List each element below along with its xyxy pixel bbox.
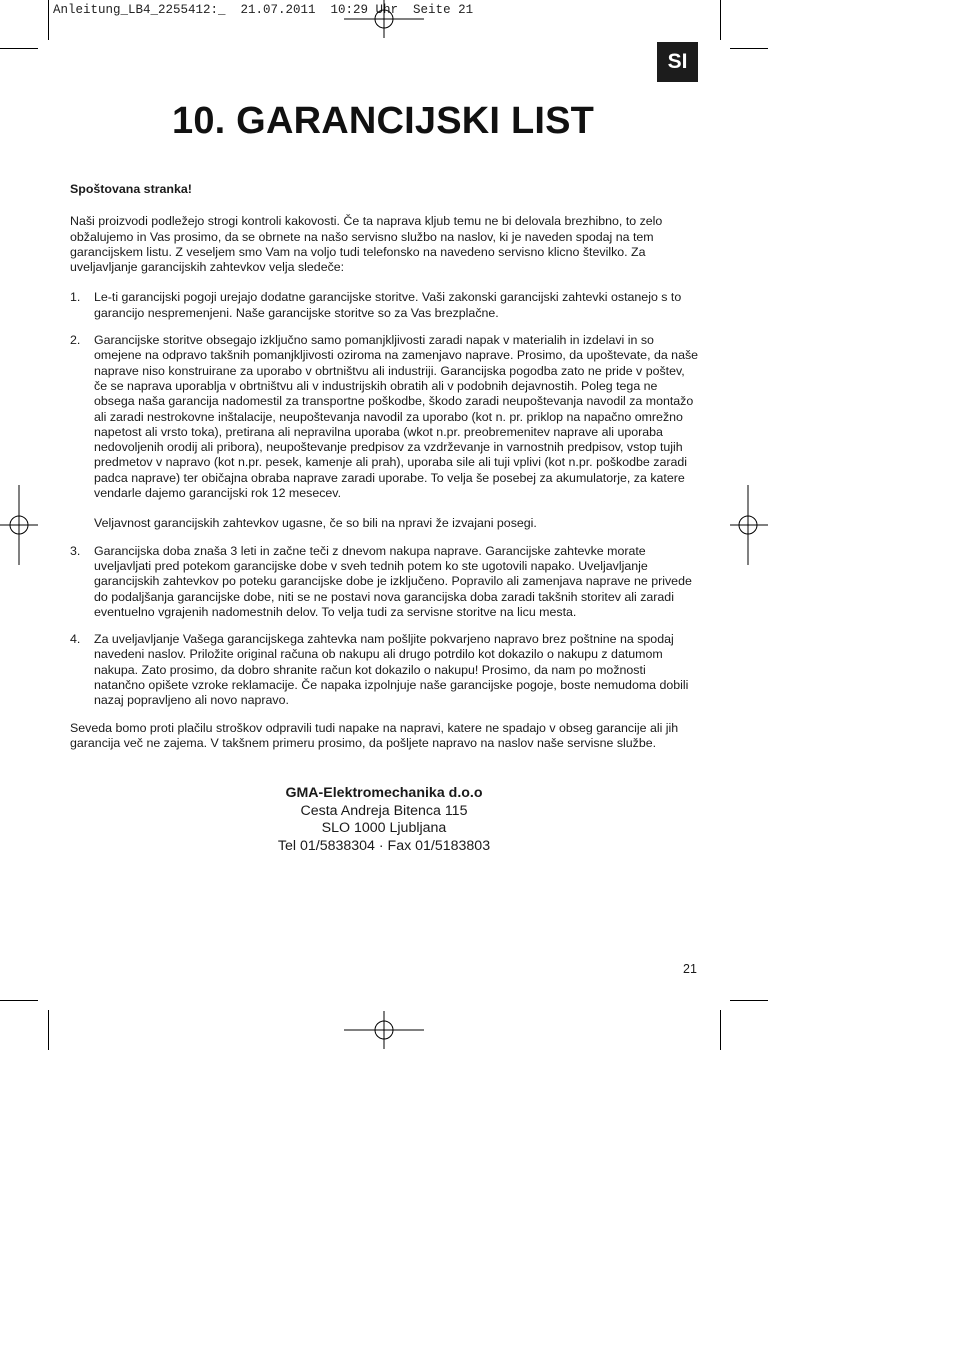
warranty-clauses: [70, 290, 700, 708]
page-title: 10. GARANCIJSKI LIST: [172, 100, 595, 142]
closing-paragraph: Seveda bomo proti plačilu stroškov odpravili tudi napake na napravi, katere ne spadajo v obseg garancije ali jih garancija več ne zajema. V takšnem primeru prosimo, da pošljete napravo na naslov naše servisne službe.: [70, 720, 679, 750]
clause-text: Za uveljavljanje Vašega garancijskega zahtevka nam pošljite pokvarjeno napravo brez poštnine na spodaj navedeni naslov. Priložite original računa ob nakupu ali drugo potrdilo kot dokazilo o nakupu z datumom nakupa. Zato prosimo, da dobro shranite račun kot dokazilo o nakupu! Prosimo, da nam po možnosti natančno opišete vzroke reklamacije. Če napaka izpolnjuje naše garancijske pogoje, boste nemudoma dobili nazaj popravljeno ali novo napravo.: [94, 632, 689, 708]
warranty-body: [70, 182, 700, 751]
salutation: Spoštovana stranka!: [70, 182, 192, 196]
page-number: 21: [683, 962, 697, 976]
street-address: Cesta Andreja Bitenca 115: [300, 802, 468, 819]
clause-number: 2.: [70, 333, 81, 348]
clause-text: Garancijske storitve obsegajo izključno samo pomanjkljivosti zaradi napak v materialih in izdelavi in so omejene na odpravo takšnih pomanjkljivosti oziroma na zamenjavo naprave. Prosimo, da upoštevate, da naše naprave niso konstruirane za uporabo v obrtništvu ali industriji. Garancijska pogodba zato ne pride v poštev, če se naprava uporablja v obrtništvu ali v industrijskih obratih ali v podobnih dejavnostih. Poleg tega ne obsega naša garancija nadomestil za transportne poškodbe, škodo zaradi neupoštevanja navodil za montažo ali zaradi nestrokovne inštalacije, neupoštevanja navodil za uporabo (kot n. pr. priklop na napačno omrežno napetost ali vrsto toka), pretirana ali nepravilna uporaba (wkot n.pr. preobremenitev naprave ali uporaba nedovoljenih orodij ali pribora), neupoštevanje predpisov za vzdrževanje in varnostnih predpisov, vstop tujih predmetov v napravo (kot n.pr. pesek, kamenje ali prah), uporaba sile ali tuji vplivi (kot n.pr. poškodbe zaradi padca naprave) ter običajna obraba naprave zaradi uporabe. To velja še posebej za akumulatorje, za katere vendarle dajemo garancijski rok 12 mesecev.: [94, 333, 699, 501]
crop-mark: [48, 0, 49, 40]
intro-paragraph: Naši proizvodi podležejo strogi kontroli kakovosti. Če ta naprava kljub temu ne bi delovala brezhibno, to zelo obžalujemo in Vas prosimo, da se obrnete na našo servisno službo na naslov, ki je naveden spodaj na tem garancijskem listu. Z veseljem smo Vam na voljo tudi telefonsko na navedeno servisno klicno številko. Za uveljavljanje garancijskih zahtevkov velja sledeče:: [70, 214, 663, 275]
clause-subtext: Veljavnost garancijskih zahtevkov ugasne, če so bili na npravi že izvajani posegi.: [94, 516, 537, 531]
crop-mark: [730, 48, 768, 49]
clause-number: 4.: [70, 632, 81, 647]
crop-mark: [720, 0, 721, 40]
crop-mark: [730, 1000, 768, 1001]
crop-mark: [0, 48, 38, 49]
clause-item: [70, 290, 700, 321]
language-badge: SI: [657, 42, 698, 82]
crop-mark: [48, 1010, 49, 1050]
registration-mark-left: [0, 485, 40, 565]
clause-number: 1.: [70, 290, 81, 305]
contact-numbers: Tel 01/5838304 · Fax 01/5183803: [277, 837, 491, 854]
crop-mark: [0, 1000, 38, 1001]
city-address: SLO 1000 Ljubljana: [321, 820, 447, 837]
clause-text: Garancijska doba znaša 3 leti in začne teči z dnevom nakupa naprave. Garancijske zahtevke morate uveljavljati pred potekom garancijske dobe v sveh tednih potem ko ste ugotovili napako. Uveljavljanje garancijskih zahtevkov po poteku garancijske dobe je izključeno. Popravilo ali zamenjava naprave ne privede do podaljšanja garancijske dobe, niti se ne postavi nova garancijska doba zaradi takšnih storitev ali zaradi eventuelno vgrajenih nadomestnih delov. To velja tudi za servisne storitve na licu mesta.: [94, 543, 692, 619]
crop-mark: [720, 1010, 721, 1050]
clause-item: [70, 333, 700, 532]
clause-text: Le-ti garancijski pogoji urejajo dodatne garancijske storitve. Vaši zakonski garancijski zahtevki ostanejo s to garancijo nespremenjeni. Naše garancijske storitve so za Vas brezplačne.: [94, 290, 682, 320]
clause-number: 3.: [70, 543, 81, 558]
clause-item: [70, 632, 700, 708]
print-slug: Anleitung_LB4_2255412:_ 21.07.2011 10:29 Uhr Seite 21: [53, 3, 474, 17]
service-address: [240, 785, 528, 855]
company-name: GMA-Elektromechanika d.o.o: [285, 785, 483, 801]
registration-mark-top: [344, 0, 424, 40]
registration-mark-right: [728, 485, 768, 565]
clause-item: [70, 544, 700, 620]
registration-mark-bottom: [344, 1011, 424, 1051]
